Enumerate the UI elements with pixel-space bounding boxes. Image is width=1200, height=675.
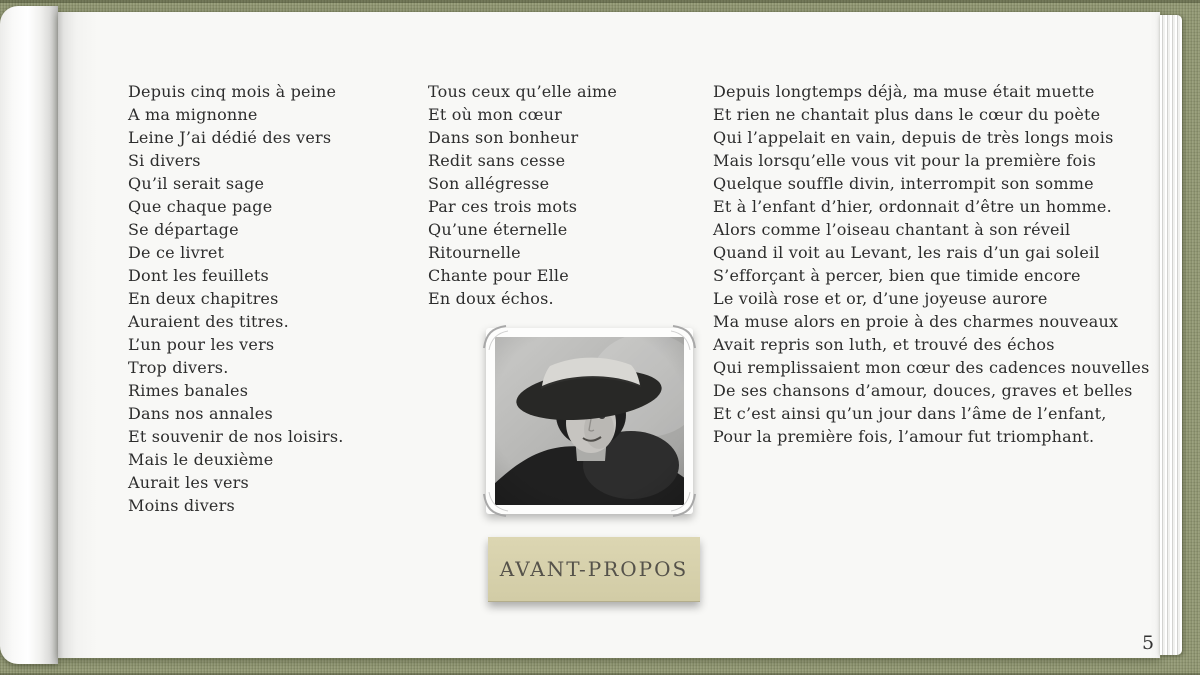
poem-line: Son allégresse	[428, 174, 550, 193]
poem-line: Quand il voit au Levant, les rais d’un gai soleil	[713, 243, 1100, 262]
poem-line: En doux échos.	[428, 289, 554, 308]
poem-line: Dans son bonheur	[428, 128, 579, 147]
poem-line: Et c’est ainsi qu’un jour dans l’âme de l’enfant,	[713, 404, 1107, 423]
photo-corner-curl-icon	[482, 492, 508, 518]
poem-line: Moins divers	[128, 496, 235, 515]
poem-line: Et à l’enfant d’hier, ordonnait d’être un homme.	[713, 197, 1112, 216]
poem-line: Qu’une éternelle	[428, 220, 568, 239]
poem-line: Si divers	[128, 151, 201, 170]
poem-line: De ses chansons d’amour, douces, graves et belles	[713, 381, 1133, 400]
poem-line: Ritournelle	[428, 243, 521, 262]
poem-line: En deux chapitres	[128, 289, 279, 308]
poem-line: Et souvenir de nos loisirs.	[128, 427, 344, 446]
poem-line: Leine J’ai dédié des vers	[128, 128, 332, 147]
poem-line: Pour la première fois, l’amour fut triomphant.	[713, 427, 1095, 446]
poem-line: Rimes banales	[128, 381, 249, 400]
poem-line: Ma muse alors en proie à des charmes nouveaux	[713, 312, 1119, 331]
poem-line: Et où mon cœur	[428, 105, 562, 124]
poem-line: Qui remplissaient mon cœur des cadences nouvelles	[713, 358, 1150, 377]
woman-in-hat-portrait-illustration	[495, 337, 684, 505]
poem-line: Qui l’appelait en vain, depuis de très longs mois	[713, 128, 1114, 147]
photo-corner-curl-icon	[671, 324, 697, 350]
poem-column-3	[713, 80, 1150, 448]
poem-column-2	[428, 80, 617, 310]
poem-line: Dans nos annales	[128, 404, 273, 423]
poem-line: L’un pour les vers	[128, 335, 275, 354]
poem-line: S’efforçant à percer, bien que timide encore	[713, 266, 1081, 285]
page-number: 5	[1141, 632, 1155, 654]
poem-line: Tous ceux qu’elle aime	[428, 82, 618, 101]
poem-line: Auraient des titres.	[128, 312, 289, 331]
next-pages-edge[interactable]	[1160, 15, 1182, 655]
poem-line: Avait repris son luth, et trouvé des échos	[713, 335, 1055, 354]
poem-line: Le voilà rose et or, d’une joyeuse aurore	[713, 289, 1048, 308]
poem-line: Que chaque page	[128, 197, 273, 216]
poem-line: Et rien ne chantait plus dans le cœur du poète	[713, 105, 1101, 124]
poem-line: Redit sans cesse	[428, 151, 566, 170]
poem-column-1	[128, 80, 344, 517]
poem-line: Par ces trois mots	[428, 197, 578, 216]
woman-in-hat-photo	[495, 337, 684, 505]
poem-line: A ma mignonne	[128, 105, 258, 124]
poem-line: Quelque souffle divin, interrompit son somme	[713, 174, 1094, 193]
book-page	[58, 12, 1160, 658]
poem-line: Se départage	[128, 220, 239, 239]
poem-line: Dont les feuillets	[128, 266, 269, 285]
poem-line: Depuis longtemps déjà, ma muse était muette	[713, 82, 1095, 101]
avant-propos-section-button[interactable]: AVANT-PROPOS	[488, 537, 700, 602]
poem-line: Mais lorsqu’elle vous vit pour la première fois	[713, 151, 1097, 170]
poem-line: Aurait les vers	[128, 473, 249, 492]
poem-line: De ce livret	[128, 243, 225, 262]
portrait-photo-frame	[486, 328, 693, 514]
previous-page-edge[interactable]	[0, 6, 58, 664]
poem-line: Qu’il serait sage	[128, 174, 265, 193]
photo-corner-curl-icon	[671, 492, 697, 518]
poem-line: Alors comme l’oiseau chantant à son réveil	[713, 220, 1071, 239]
poem-line: Chante pour Elle	[428, 266, 569, 285]
poem-line: Trop divers.	[128, 358, 229, 377]
photo-corner-curl-icon	[482, 324, 508, 350]
poem-line: Mais le deuxième	[128, 450, 274, 469]
poem-line: Depuis cinq mois à peine	[128, 82, 337, 101]
